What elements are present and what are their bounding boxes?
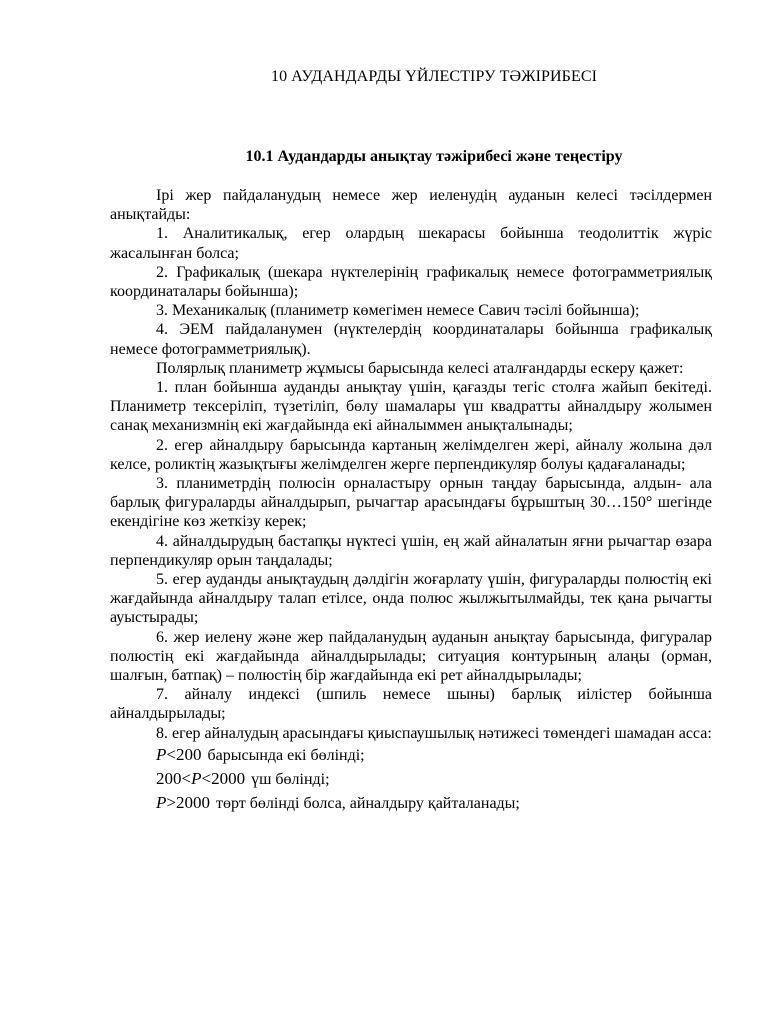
paragraph: Полярлық планиметр жұмысы барысында келесі аталғандарды ескеру қажет: xyxy=(156,359,684,377)
formula-text: төрт бөлінді болса, айналдыру қайталанады; xyxy=(215,794,520,812)
formula-variable: P xyxy=(156,792,167,812)
paragraph: 1. план бойынша ауданды анықтау үшін, қағазды тегіс столға жайып бекітеді. Планиметр тексеріліп, түзетіліп, бөлу шамалары үш квадратты айналдыру жолымен санақ механизмнің екі жағдайында екі айналыммен анықталынады; xyxy=(110,379,712,435)
chapter-title: 10 АУДАНДАРДЫ ҮЙЛЕСТІРУ ТӘЖІРИБЕСІ xyxy=(270,68,598,85)
paragraph: 3. планиметрдің полюсін орналастыру орнын таңдау барысында, алдын- ала барлық фигураларды айналдырып, рычагтар арасындағы бұрыштың 30…150° шегінде екендігіне көз жеткізу керек; xyxy=(110,475,712,531)
formula-operator: < xyxy=(166,744,176,764)
formula-operator: < xyxy=(201,768,212,788)
section-title: 10.1 Аудандарды анықтау тәжірибесі және теңестіру xyxy=(245,148,623,165)
formula-variable: P xyxy=(191,768,202,788)
formula-value: 200 xyxy=(175,744,202,764)
paragraph: 6. жер иелену және жер пайдаланудың ауданын анықтау барысында, фигуралар полюстің екі жағдайында айналдырылады; ситуация контурының алаңы (орман, шалғын, батпақ) – полюстің бір жағдайында екі рет айналдырылады; xyxy=(110,628,712,685)
paragraph: 1. Аналитикалық, егер олардың шекарасы бойынша теодолиттік жүріс жасалынған болса; xyxy=(110,225,712,262)
formula-value: 2000 xyxy=(175,792,210,812)
paragraph: 4. ЭЕМ пайдаланумен (нүктелердің координаталары бойынша графикалық немесе фотограмметриялық). xyxy=(110,321,712,358)
formula-operator: > xyxy=(166,792,176,812)
paragraph: Ірі жер пайдаланудың немесе жер иеленудің ауданын келесі тәсілдермен анықтайды: xyxy=(110,187,712,224)
paragraph: 7. айналу индексі (шпиль немесе шыны) барлық иілістер бойынша айналдырылады; xyxy=(110,686,712,723)
paragraph: 8. егер айналудың арасындағы қиыспаушылық нәтижесі төмендегі шамадан асса: xyxy=(156,724,712,742)
paragraph: 4. айналдырудың бастапқы нүктесі үшін, ең жай айналатын яғни рычагтар өзара перпендикуляр орын таңдалады; xyxy=(110,532,712,569)
formula-operator: < xyxy=(181,768,192,788)
formula-value: 2000 xyxy=(211,768,246,788)
paragraph: 5. егер ауданды анықтаудың дәлдігін жоғарлату үшін, фигураларды полюстің екі жағдайында айналдыру талап етілсе, онда полюс жылжытылмайды, тек қана рычагты ауыстырады; xyxy=(110,571,712,627)
formula-line xyxy=(110,767,712,791)
formula-value: 200 xyxy=(156,768,182,788)
document-body xyxy=(110,186,712,815)
paragraph: 2. егер айналдыру барысында картаның желімделген жері, айналу жолына дәл келсе, роликтің жазықтығы желімделген жерге перпендикуляр болуы қадағаланады; xyxy=(110,436,712,473)
formula-variable: P xyxy=(156,744,167,764)
formula-line xyxy=(110,791,712,815)
paragraph: 3. Механикалық (планиметр көмегімен немесе Савич тәсілі бойынша); xyxy=(156,302,640,320)
formula-text: барысында екі бөлінді; xyxy=(207,746,365,764)
formula-expression xyxy=(156,743,201,766)
formula-text: үш бөлінді; xyxy=(251,770,330,788)
formula-expression xyxy=(156,767,245,790)
paragraph: 2. Графикалық (шекара нүктелерінің графикалық немесе фотограмметриялық координаталары бойынша); xyxy=(110,263,712,301)
formula-line xyxy=(110,743,712,767)
formula-expression xyxy=(156,791,210,814)
